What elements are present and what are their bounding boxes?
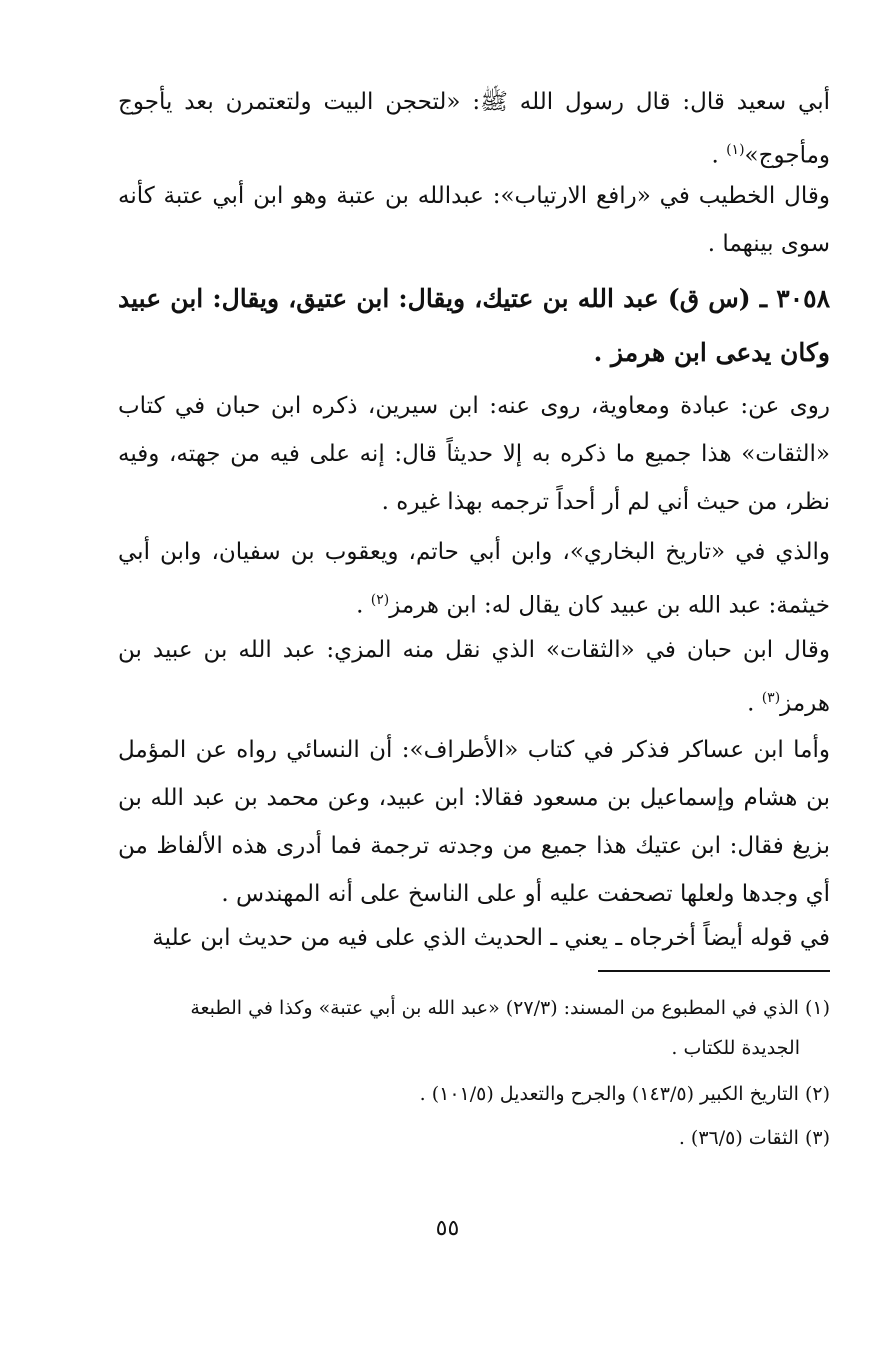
paragraph-1-end: . bbox=[711, 142, 727, 169]
footnote-1-line-1: (١) الذي في المطبوع من المسند: (٢٧/٣) «عبد الله بن أبي عتبة» وكذا في الطبعة bbox=[190, 997, 830, 1019]
paragraph-4 bbox=[118, 528, 830, 630]
footnote-ref-3: (٣) bbox=[761, 690, 781, 706]
paragraph-5 bbox=[118, 626, 830, 728]
footnote-2: (٢) التاريخ الكبير (١٤٣/٥) والجرح والتعديل (١٠١/٥) . bbox=[419, 1083, 830, 1105]
paragraph-3-text: روى عن: عبادة ومعاوية، روى عنه: ابن سيرين، ذكره ابن حبان في كتاب «الثقات» هذا جميع ما ذكره به إلا حديثاً قال: إنه على فيه من جهته، وفيه نظر، من حيث أني لم أر أحداً ترجمه بهذا غيره . bbox=[118, 393, 830, 515]
footnote-3: (٣) الثقات (٣٦/٥) . bbox=[678, 1127, 830, 1149]
paragraph-2 bbox=[118, 172, 830, 268]
paragraph-4-text: والذي في «تاريخ البخاري»، وابن أبي حاتم، ويعقوب بن سفيان، وابن أبي خيثمة: عبد الله بن عبيد كان يقال له: ابن هرمز bbox=[118, 539, 830, 619]
paragraph-2-text: وقال الخطيب في «رافع الارتياب»: عبدالله بن عتبة وهو ابن أبي عتبة كأنه سوى بينهما . bbox=[118, 183, 830, 257]
paragraph-3 bbox=[118, 382, 830, 526]
footnote-1-line-2: الجديدة للكتاب . bbox=[671, 1037, 800, 1059]
paragraph-7-text: في قوله أيضاً أخرجاه ـ يعني ـ الحديث الذي على فيه من حديث ابن علية bbox=[152, 925, 830, 951]
paragraph-7 bbox=[118, 914, 830, 962]
entry-heading bbox=[118, 272, 830, 380]
paragraph-4-end: . bbox=[356, 592, 371, 619]
paragraph-5-end: . bbox=[747, 690, 762, 717]
paragraph-1 bbox=[118, 78, 830, 180]
page-number: ٥٥ bbox=[435, 1216, 460, 1241]
entry-heading-text: ٣٠٥٨ ـ (س ق) عبد الله بن عتيك، ويقال: ابن عتيق، ويقال: ابن عبيد وكان يدعى ابن هرمز . bbox=[118, 284, 830, 367]
footnote-divider bbox=[598, 970, 830, 972]
paragraph-6-text: وأما ابن عساكر فذكر في كتاب «الأطراف»: أن النسائي رواه عن المؤمل بن هشام وإسماعيل بن مسعود فقالا: ابن عبيد، وعن محمد بن عبد الله بن بزيغ فقال: ابن عتيك هذا جميع من وجدته ترجمة فما أدرى هذه الألفاظ من أي وجدها ولعلها تصحفت عليه أو على الناسخ على أنه المهندس . bbox=[118, 737, 830, 907]
paragraph-6 bbox=[118, 726, 830, 918]
paragraph-5-text: وقال ابن حبان في «الثقات» الذي نقل منه المزي: عبد الله بن عبيد بن هرمز bbox=[118, 637, 830, 717]
footnote-ref-2: (٢) bbox=[370, 592, 390, 608]
paragraph-1-text: أبي سعيد قال: قال رسول الله ﷺ: «لتحجن البيت ولتعتمرن بعد يأجوج ومأجوج» bbox=[118, 89, 830, 169]
footnote-ref-1: (١) bbox=[726, 142, 745, 158]
